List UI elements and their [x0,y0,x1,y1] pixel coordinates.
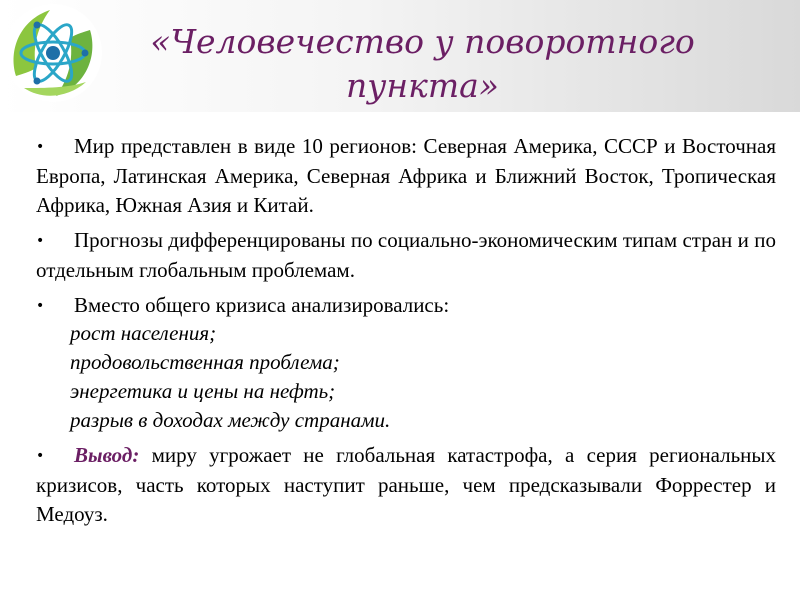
list-item: разрыв в доходах между странами. [70,408,391,432]
bullet-text: Вместо общего кризиса анализировались: [74,293,450,317]
bullet-forecasts [36,226,776,285]
bullet-icon: • [36,298,45,314]
bullet-text: миру угрожает не глобальная катастрофа, а серия региональных кризисов, часть которых наступит раньше, чем предсказывали Форрестер и Медоуз. [36,443,776,526]
bullet-regions [36,132,776,220]
bullet-conclusion [36,441,776,529]
slide-title: «Человечество у поворотного пункта» [150,22,695,105]
bullet-icon: • [36,448,45,464]
conclusion-label: Вывод: [74,443,140,467]
list-item: рост населения; [70,321,217,345]
bullet-text: Прогнозы дифференцированы по социально-экономическим типам стран и по отдельным глобальным проблемам. [36,228,776,282]
atom-leaf-logo-icon [2,2,104,104]
list-item: энергетика и цены на нефть; [70,379,336,403]
slide-body [36,132,776,535]
bullet-crisis-analysis [36,291,776,321]
bullet-icon: • [36,139,45,155]
list-item: продовольственная проблема; [70,350,340,374]
bullet-text: Мир представлен в виде 10 регионов: Северная Америка, СССР и Восточная Европа, Латинская Америка, Северная Африка и Ближний Восток, Тропическая Африка, Южная Азия и Китай. [36,134,776,217]
crisis-sublist [70,319,776,435]
bullet-icon: • [36,233,45,249]
